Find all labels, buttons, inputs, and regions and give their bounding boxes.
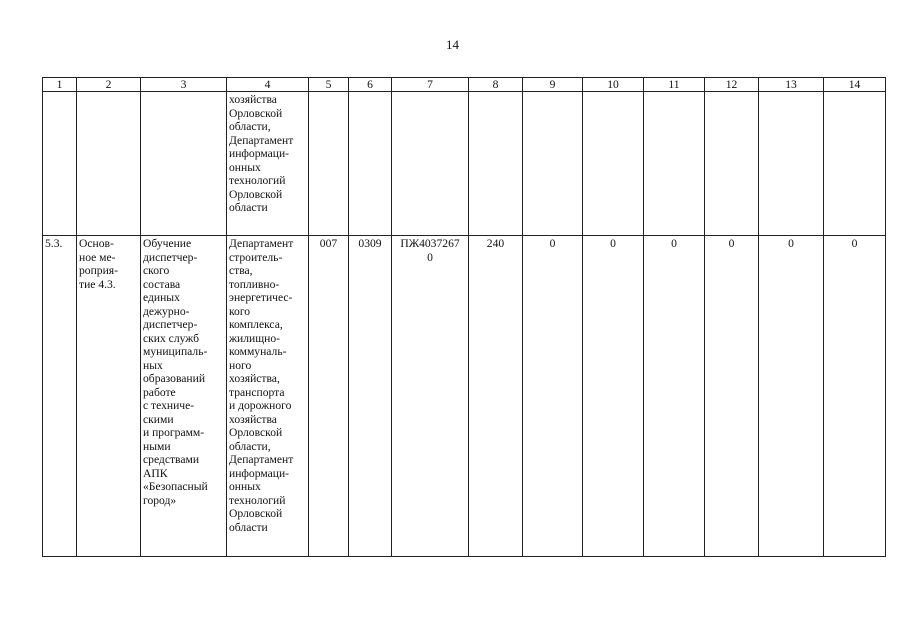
item-number-cell: 5.3. xyxy=(43,236,77,557)
column-number: 11 xyxy=(644,78,705,92)
table-cell xyxy=(43,92,77,236)
column-number: 9 xyxy=(523,78,583,92)
column-number: 1 xyxy=(43,78,77,92)
column-number: 7 xyxy=(392,78,469,92)
table-cell xyxy=(141,92,227,236)
column-number: 2 xyxy=(77,78,141,92)
value-cell: 0 xyxy=(644,236,705,557)
column-number-row xyxy=(43,78,886,92)
column-number: 10 xyxy=(583,78,644,92)
table-cell xyxy=(309,92,349,236)
column-number: 8 xyxy=(469,78,523,92)
table-row-continuation xyxy=(43,92,886,236)
section-code-cell: 0309 xyxy=(349,236,392,557)
value-cell: 0 xyxy=(759,236,824,557)
responsible-executors-cell: хозяйства Орловской области, Департамент информаци- онных технологий Орловской области xyxy=(227,92,309,236)
program-table xyxy=(42,77,886,557)
table-cell xyxy=(523,92,583,236)
value-cell: 0 xyxy=(705,236,759,557)
table-cell xyxy=(824,92,886,236)
measure-name-cell: Обучение диспетчер- ского состава единых дежурно- диспетчер- ских служб муниципаль- ных образований работе с техниче- скими и программ- ными средствами АПК «Безопасный город» xyxy=(141,236,227,557)
column-number: 13 xyxy=(759,78,824,92)
column-number: 14 xyxy=(824,78,886,92)
table-cell xyxy=(349,92,392,236)
table-cell xyxy=(759,92,824,236)
measure-type-cell: Основ- ное ме- роприя- тие 4.3. xyxy=(77,236,141,557)
code-cell: 007 xyxy=(309,236,349,557)
table-cell xyxy=(583,92,644,236)
value-cell: 0 xyxy=(523,236,583,557)
column-number: 4 xyxy=(227,78,309,92)
target-article-cell: ПЖ4037267 0 xyxy=(392,236,469,557)
column-number: 12 xyxy=(705,78,759,92)
responsible-executors-cell: Департамент строитель- ства, топливно- энергетичес- кого комплекса, жилищно- коммуналь- ного хозяйства, транспорта и дорожного хозяйства Орловской области, Департамент информаци- онных технологий Орловской области xyxy=(227,236,309,557)
page-number: 14 xyxy=(446,37,459,52)
column-number: 3 xyxy=(141,78,227,92)
table-row xyxy=(43,236,886,557)
table-cell xyxy=(392,92,469,236)
column-number: 6 xyxy=(349,78,392,92)
table-cell xyxy=(644,92,705,236)
value-cell: 0 xyxy=(824,236,886,557)
column-number: 5 xyxy=(309,78,349,92)
expense-type-cell: 240 xyxy=(469,236,523,557)
value-cell: 0 xyxy=(583,236,644,557)
table-cell xyxy=(77,92,141,236)
table-cell xyxy=(705,92,759,236)
table-cell xyxy=(469,92,523,236)
